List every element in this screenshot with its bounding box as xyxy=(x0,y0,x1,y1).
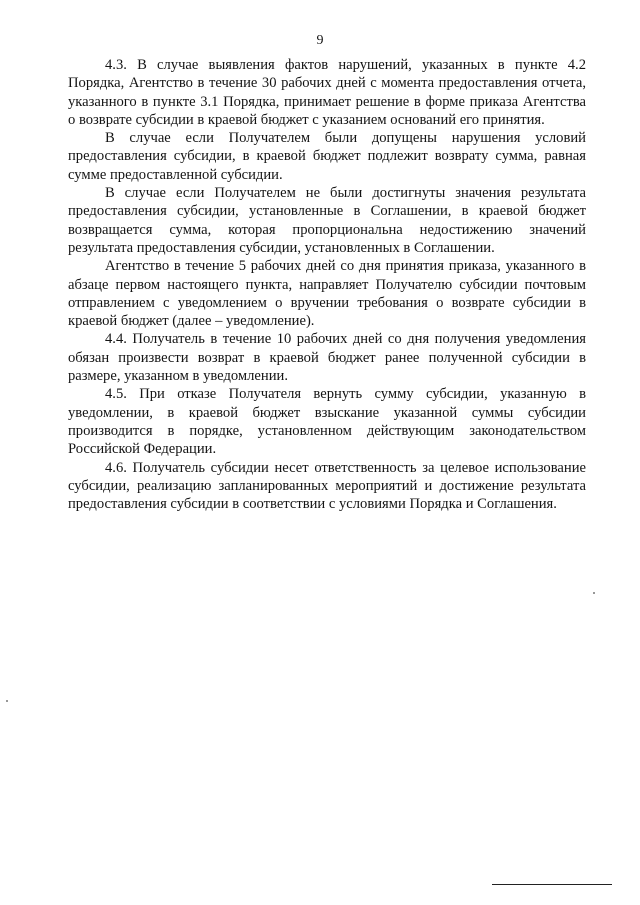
paragraph-violations: В случае если Получателем были допущены нарушения условий предоставления субсидии, в краевой бюджет подлежит возврату сумма, равная сумме предоставленной субсидии. xyxy=(68,130,586,183)
paragraph-4-3: 4.3. В случае выявления фактов нарушений, указанных в пункте 4.2 Порядка, Агентство в течение 30 рабочих дней с момента предоставления отчета, указанного в пункте 3.1 Порядка, принимает решение в форме приказа Агентства о возврате субсидии в краевой бюджет с указанием оснований его принятия. xyxy=(68,57,586,128)
paragraph-4-4: 4.4. Получатель в течение 10 рабочих дней со дня получения уведомления обязан произвести возврат в краевой бюджет ранее полученной субсидии в размере, указанном в уведомлении. xyxy=(68,331,586,385)
page-number: 9 xyxy=(316,33,324,48)
scan-speck xyxy=(6,700,8,702)
scan-edge-line xyxy=(492,884,612,885)
paragraph-4-5: 4.5. При отказе Получателя вернуть сумму субсидии, указанную в уведомлении, в краевой бюджет взыскание указанной суммы субсидии производится в порядке, установленном действующим законодательством Российской Федерации. xyxy=(68,386,586,458)
paragraph-notification: Агентство в течение 5 рабочих дней со дня принятия приказа, указанного в абзаце первом настоящего пункта, направляет Получателю субсидии почтовым отправлением с уведомлением о вручении требования о возврате субсидии в краевой бюджет (далее – уведомление). xyxy=(68,258,586,330)
paragraph-results-not-achieved: В случае если Получателем не были достигнуты значения результата предоставления субсидии, установленные в Соглашении, в краевой бюджет возвращается сумма, которая пропорциональна недостижению значений результата предоставления субсидии, установленных в Соглашении. xyxy=(68,185,586,256)
document-body xyxy=(68,56,586,513)
paragraph-4-6: 4.6. Получатель субсидии несет ответственность за целевое использование субсидии, реализацию запланированных мероприятий и достижение результата предоставления субсидии в соответствии с условиями Порядка и Соглашения. xyxy=(68,459,586,513)
scan-speck xyxy=(593,592,595,594)
